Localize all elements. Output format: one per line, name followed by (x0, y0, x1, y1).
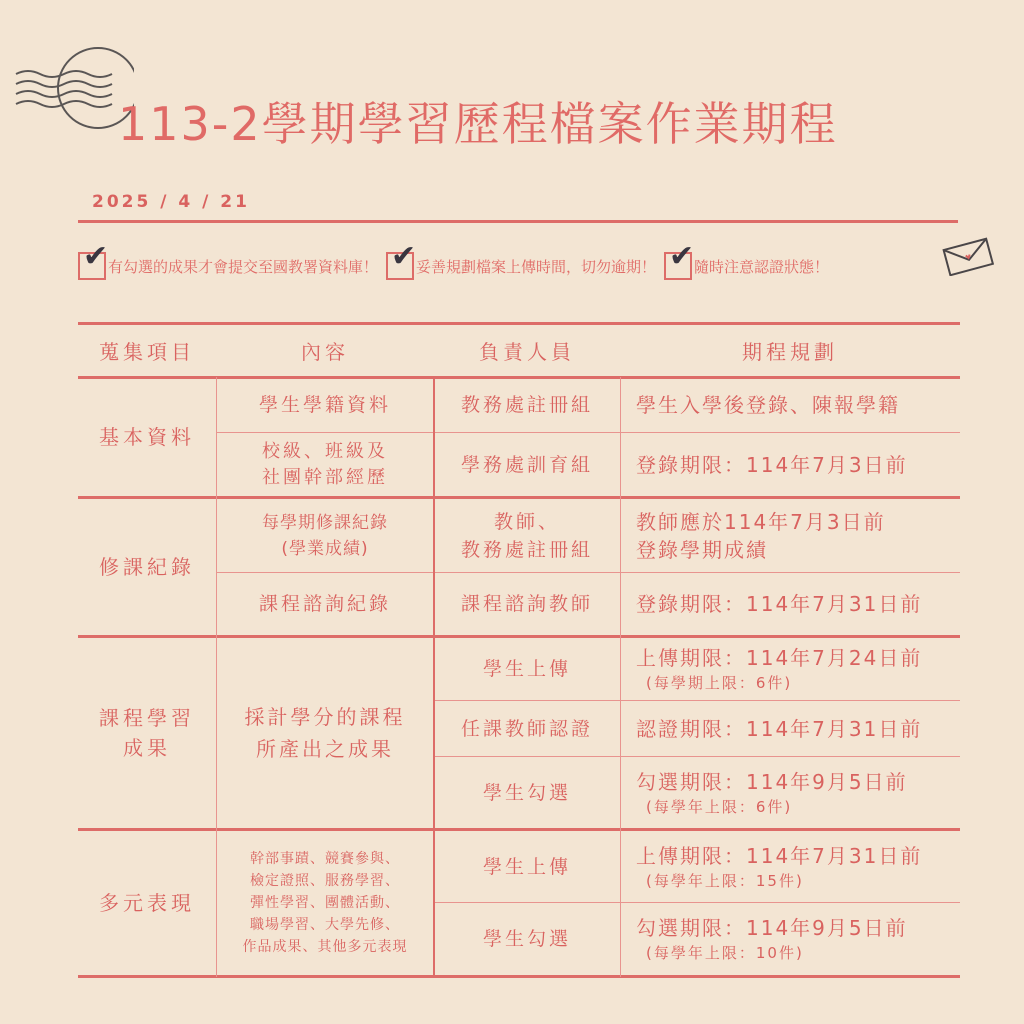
content-cell: 學生學籍資料 (258, 394, 391, 416)
category-learning: 課程學習 成果 (99, 706, 195, 760)
schedule-text: 登錄期限：114年7月3日前 (636, 452, 908, 477)
schedule-cell (620, 903, 960, 975)
category-basic: 基本資料 (99, 425, 195, 449)
limit-note: (每學年上限：10件) (646, 944, 804, 962)
schedule-cell (620, 638, 960, 700)
reminder-text: 有勾選的成果才會提交至國教署資料庫！ (108, 257, 379, 276)
checkbox-checked-icon: ✔ (664, 252, 692, 280)
person-cell: 學生勾選 (482, 781, 571, 804)
date-label: 2025 / 4 / 21 (92, 192, 250, 212)
schedule-text: 學生入學後登錄、陳報學籍 (636, 393, 900, 417)
schedule-cell (620, 831, 960, 902)
header-schedule: 期程規劃 (742, 340, 838, 364)
divider (78, 220, 958, 223)
reminder-item (664, 239, 830, 280)
schedule-cell (620, 701, 960, 756)
content-cell: 採計學分的課程 所產出之成果 (244, 705, 406, 761)
header-person: 負責人員 (479, 340, 575, 364)
schedule-text: 上傳期限：114年7月31日前 (636, 843, 923, 868)
content-cell: 課程諮詢紀錄 (258, 593, 391, 615)
header-category: 蒐集項目 (99, 340, 195, 364)
reminder-item (78, 239, 379, 280)
checkbox-checked-icon: ✔ (386, 252, 414, 280)
person-cell: 課程諮詢教師 (460, 593, 593, 615)
reminder-text: 隨時注意認證狀態！ (694, 257, 830, 276)
person-cell: 教務處註冊組 (460, 394, 593, 416)
schedule-table (78, 322, 960, 978)
content-cell: 幹部事蹟、競賽參與、 檢定證照、服務學習、 彈性學習、團體活動、 職場學習、大學先修、 作品成果、其他多元表現 (242, 851, 408, 955)
header-content: 內容 (301, 340, 349, 364)
schedule-cell (620, 757, 960, 828)
person-cell: 學生上傳 (482, 855, 571, 878)
category-course: 修課紀錄 (99, 555, 195, 579)
schedule-text: 勾選期限：114年9月5日前 (636, 769, 908, 794)
schedule-text: 上傳期限：114年7月24日前 (636, 646, 923, 670)
schedule-cell (620, 573, 960, 635)
content-cell: 校級、班級及 社團幹部經歷 (262, 440, 388, 488)
schedule-text: 勾選期限：114年9月5日前 (636, 916, 908, 940)
schedule-text: 教師應於114年7月3日前 登錄學期成績 (636, 509, 886, 562)
limit-note: (每學年上限：6件) (646, 797, 793, 816)
person-cell: 學務處訓育組 (460, 453, 593, 476)
checkbox-checked-icon: ✔ (78, 252, 106, 280)
reminder-notes (78, 239, 958, 280)
schedule-text: 登錄期限：114年7月31日前 (636, 592, 923, 616)
schedule-cell (620, 499, 960, 572)
person-cell: 教師、 教務處註冊組 (460, 510, 593, 561)
reminder-item (386, 239, 657, 280)
postmark-icon (14, 46, 134, 136)
person-cell: 學生上傳 (482, 658, 571, 680)
schedule-text: 認證期限：114年7月31日前 (636, 716, 923, 741)
page-title: 113-2學期學習歷程檔案作業期程 (118, 97, 838, 151)
schedule-cell (620, 433, 960, 496)
limit-note: (每學年上限：15件) (646, 871, 804, 890)
schedule-cell (620, 378, 960, 432)
person-cell: 學生勾選 (482, 928, 571, 950)
content-cell: 每學期修課紀錄 (學業成績) (262, 512, 388, 559)
limit-note: (每學期上限：6件) (646, 674, 793, 692)
category-diverse: 多元表現 (99, 891, 195, 915)
person-cell: 任課教師認證 (460, 717, 593, 740)
reminder-text: 妥善規劃檔案上傳時間，切勿逾期！ (416, 257, 657, 276)
